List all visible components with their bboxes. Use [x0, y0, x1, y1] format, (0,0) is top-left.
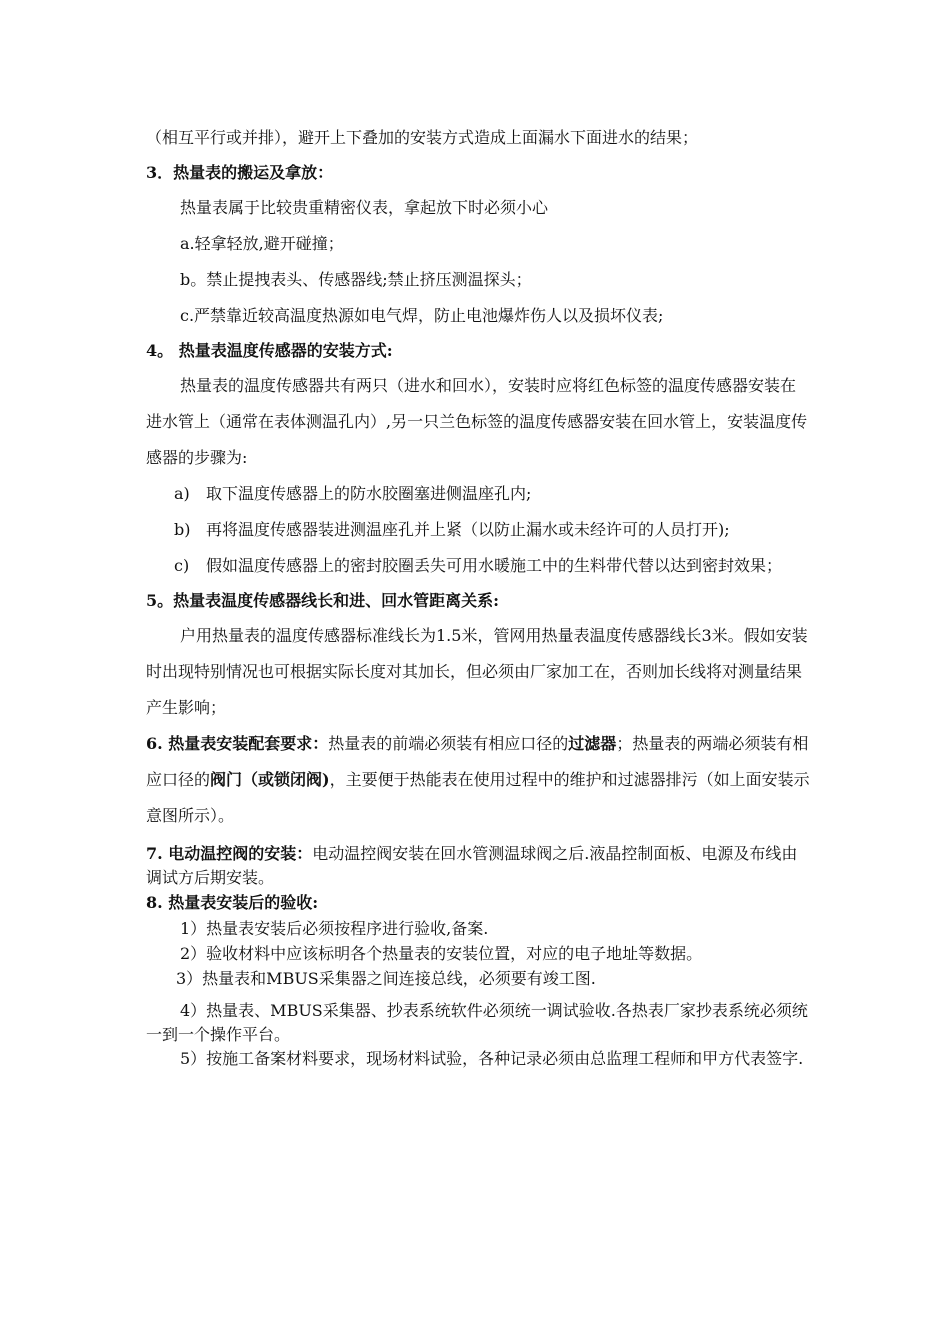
section-6-text-1: 热量表的前端必须装有相应口径的	[328, 734, 569, 753]
list-marker: b)	[174, 520, 191, 539]
section-4-body: 热量表的温度传感器共有两只（进水和回水），安装时应将红色标签的温度传感器安装在进水管上（通常在表体测温孔内）,另一只兰色标签的温度传感器安装在回水管上，安装温度传感器的步骤为:	[146, 376, 808, 467]
section-8-item-4: 4）热量表、MBUS采集器、抄表系统软件必须统一调试验收.各热表厂家抄表系统必须统一到一个操作平台。	[146, 1001, 808, 1044]
section-6-valve: 阀门（或锁闭阀)	[210, 770, 330, 789]
section-8-item-5: 5）按施工备案材料要求，现场材料试验，各种记录必须由总监理工程师和甲方代表签字.	[180, 1049, 804, 1068]
section-6-text-2: ；热量表的两端必须装有相应口径的	[146, 734, 809, 789]
list-text: 取下温度传感器上的防水胶圈塞进侧温座孔内;	[206, 484, 532, 503]
section-6-heading: 6. 热量表安装配套要求：	[146, 734, 329, 753]
section-4-heading: 4。 热量表温度传感器的安装方式:	[146, 341, 393, 360]
section-6-filter: 过滤器	[568, 734, 617, 753]
section-4-step-a	[146, 476, 810, 512]
section-3-item-a: a.轻拿轻放,避开碰撞；	[180, 234, 344, 253]
section-5-heading: 5。热量表温度传感器线长和进、回水管距离关系:	[146, 591, 500, 610]
section-5-body: 户用热量表的温度传感器标准线长为1.5米，管网用热量表温度传感器线长3米。假如安装时出现特别情况也可根据实际长度对其加长，但必须由厂家加工在，否则加长线将对测量结果产生影响；	[146, 626, 808, 717]
list-marker: a)	[174, 484, 190, 503]
list-text: 假如温度传感器上的密封胶圈丢失可用水暖施工中的生料带代替以达到密封效果；	[206, 556, 783, 575]
section-3-heading: 3．热量表的搬运及拿放：	[146, 163, 334, 182]
section-4-step-b	[146, 512, 810, 548]
list-marker: c)	[174, 556, 190, 575]
section-3-intro: 热量表属于比较贵重精密仪表，拿起放下时必须小心	[180, 198, 549, 217]
section-8-item-1: 1）热量表安装后必须按程序进行验收,备案.	[180, 919, 489, 938]
section-3-item-b: b。禁止提拽表头、传感器线;禁止挤压测温探头；	[180, 270, 532, 289]
section-7-text: 电动温控阀安装在回水管测温球阀之后.液晶控制面板、电源及布线由调试方后期安装。	[146, 844, 798, 887]
document-page	[146, 120, 810, 1071]
paragraph-continuation: （相互平行或并排），避开上下叠加的安装方式造成上面漏水下面进水的结果；	[146, 128, 699, 147]
section-8-item-3: 3）热量表和MBUS采集器之间连接总线，必须要有竣工图.	[176, 969, 596, 988]
section-3-item-c: c.严禁靠近较高温度热源如电气焊，防止电池爆炸伤人以及损坏仪表;	[180, 306, 664, 325]
section-8-item-2: 2）验收材料中应该标明各个热量表的安装位置，对应的电子地址等数据。	[180, 944, 703, 963]
section-8-heading: 8. 热量表安装后的验收:	[146, 893, 319, 912]
section-6-paragraph	[146, 726, 810, 834]
section-6-text-3: ，主要便于热能表在使用过程中的维护和过滤器排污（如上面安装示意图所示）。	[146, 770, 810, 825]
list-text: 再将温度传感器装进测温座孔并上紧（以防止漏水或未经许可的人员打开);	[206, 520, 730, 539]
section-7-paragraph	[146, 842, 810, 890]
section-7-heading: 7. 电动温控阀的安装：	[146, 844, 313, 863]
section-4-step-c	[146, 548, 810, 584]
